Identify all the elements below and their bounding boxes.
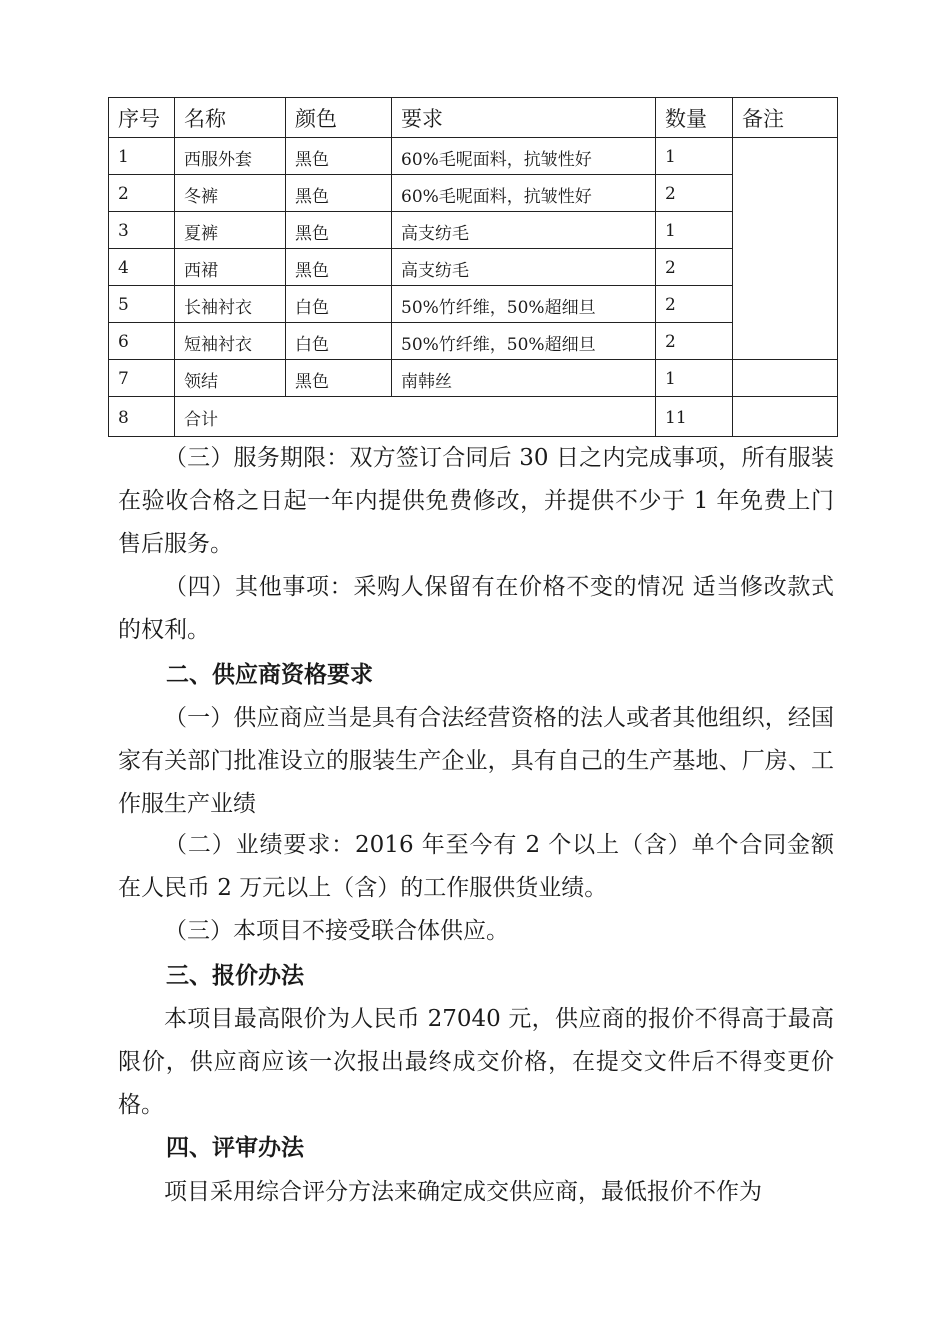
- cell-quantity: 2: [656, 286, 733, 323]
- cell-color: 黑色: [286, 138, 392, 175]
- cell-remarks: [733, 397, 838, 437]
- cell-index: 1: [109, 138, 175, 175]
- paragraph-other-matters: （四）其他事项：采购人保留有在价格不变的情况 适当修改款式的权利。: [118, 574, 834, 643]
- header-index: 序号: [109, 98, 175, 138]
- cell-requirement: 50%竹纤维，50%超细旦: [392, 323, 656, 360]
- cell-quantity: 2: [656, 249, 733, 286]
- heading-pricing-method: 三、报价办法: [166, 963, 304, 989]
- cell-color: 黑色: [286, 360, 392, 397]
- cell-index: 3: [109, 212, 175, 249]
- paragraph-pricing: 本项目最高限价为人民币 27040 元，供应商的报价不得高于最高限价，供应商应该一次报出最终成交价格，在提交文件后不得变更价格。: [118, 1006, 834, 1118]
- cell-requirement: 高支纺毛: [392, 249, 656, 286]
- clothing-items-table: [108, 97, 838, 437]
- cell-name: 领结: [175, 360, 286, 397]
- cell-name: 冬裤: [175, 175, 286, 212]
- heading-supplier-qualifications: 二、供应商资格要求: [166, 662, 373, 688]
- header-quantity: 数量: [656, 98, 733, 138]
- table-row: [109, 286, 838, 323]
- table-row: [109, 175, 838, 212]
- table-total-row: [109, 397, 838, 437]
- table-row: [109, 323, 838, 360]
- table-row: [109, 138, 838, 175]
- cell-index: 6: [109, 323, 175, 360]
- table-row: [109, 212, 838, 249]
- paragraph-qualification-2: （二）业绩要求：2016 年至今有 2 个以上（含）单个合同金额在人民币 2 万元以上（含）的工作服供货业绩。: [118, 832, 834, 901]
- header-color: 颜色: [286, 98, 392, 138]
- cell-quantity: 2: [656, 323, 733, 360]
- cell-index: 2: [109, 175, 175, 212]
- table-row: [109, 249, 838, 286]
- cell-index: 8: [109, 397, 175, 437]
- header-remarks: 备注: [733, 98, 838, 138]
- paragraph-qualification-1: （一）供应商应当是具有合法经营资格的法人或者其他组织，经国家有关部门批准设立的服装生产企业，具有自己的生产基地、厂房、工作服生产业绩: [118, 705, 834, 817]
- cell-quantity: 2: [656, 175, 733, 212]
- cell-quantity: 1: [656, 138, 733, 175]
- cell-requirement: 60%毛呢面料，抗皱性好: [392, 175, 656, 212]
- cell-remarks-merged: [733, 138, 838, 360]
- header-name: 名称: [175, 98, 286, 138]
- cell-requirement: 60%毛呢面料，抗皱性好: [392, 138, 656, 175]
- cell-color: 白色: [286, 323, 392, 360]
- cell-name: 短袖衬衣: [175, 323, 286, 360]
- cell-color: 黑色: [286, 212, 392, 249]
- paragraph-service-period: （三）服务期限：双方签订合同后 30 日之内完成事项，所有服装在验收合格之日起一年内提供免费修改，并提供不少于 1 年免费上门售后服务。: [118, 445, 834, 557]
- cell-name: 西裙: [175, 249, 286, 286]
- cell-name: 西服外套: [175, 138, 286, 175]
- cell-total-quantity: 11: [656, 397, 733, 437]
- cell-requirement: 高支纺毛: [392, 212, 656, 249]
- cell-requirement: 50%竹纤维，50%超细旦: [392, 286, 656, 323]
- cell-total-label: 合计: [175, 397, 656, 437]
- cell-name: 夏裤: [175, 212, 286, 249]
- paragraph-qualification-3: （三）本项目不接受联合体供应。: [164, 918, 509, 944]
- cell-quantity: 1: [656, 360, 733, 397]
- cell-index: 4: [109, 249, 175, 286]
- cell-index: 5: [109, 286, 175, 323]
- paragraph-evaluation: 项目采用综合评分方法来确定成交供应商，最低报价不作为: [164, 1179, 762, 1205]
- header-requirement: 要求: [392, 98, 656, 138]
- table-header-row: [109, 98, 838, 138]
- cell-quantity: 1: [656, 212, 733, 249]
- cell-color: 黑色: [286, 175, 392, 212]
- heading-evaluation-method: 四、评审办法: [166, 1135, 304, 1161]
- cell-requirement: 南韩丝: [392, 360, 656, 397]
- cell-color: 白色: [286, 286, 392, 323]
- cell-color: 黑色: [286, 249, 392, 286]
- cell-index: 7: [109, 360, 175, 397]
- cell-remarks: [733, 360, 838, 397]
- cell-name: 长袖衬衣: [175, 286, 286, 323]
- table-row: [109, 360, 838, 397]
